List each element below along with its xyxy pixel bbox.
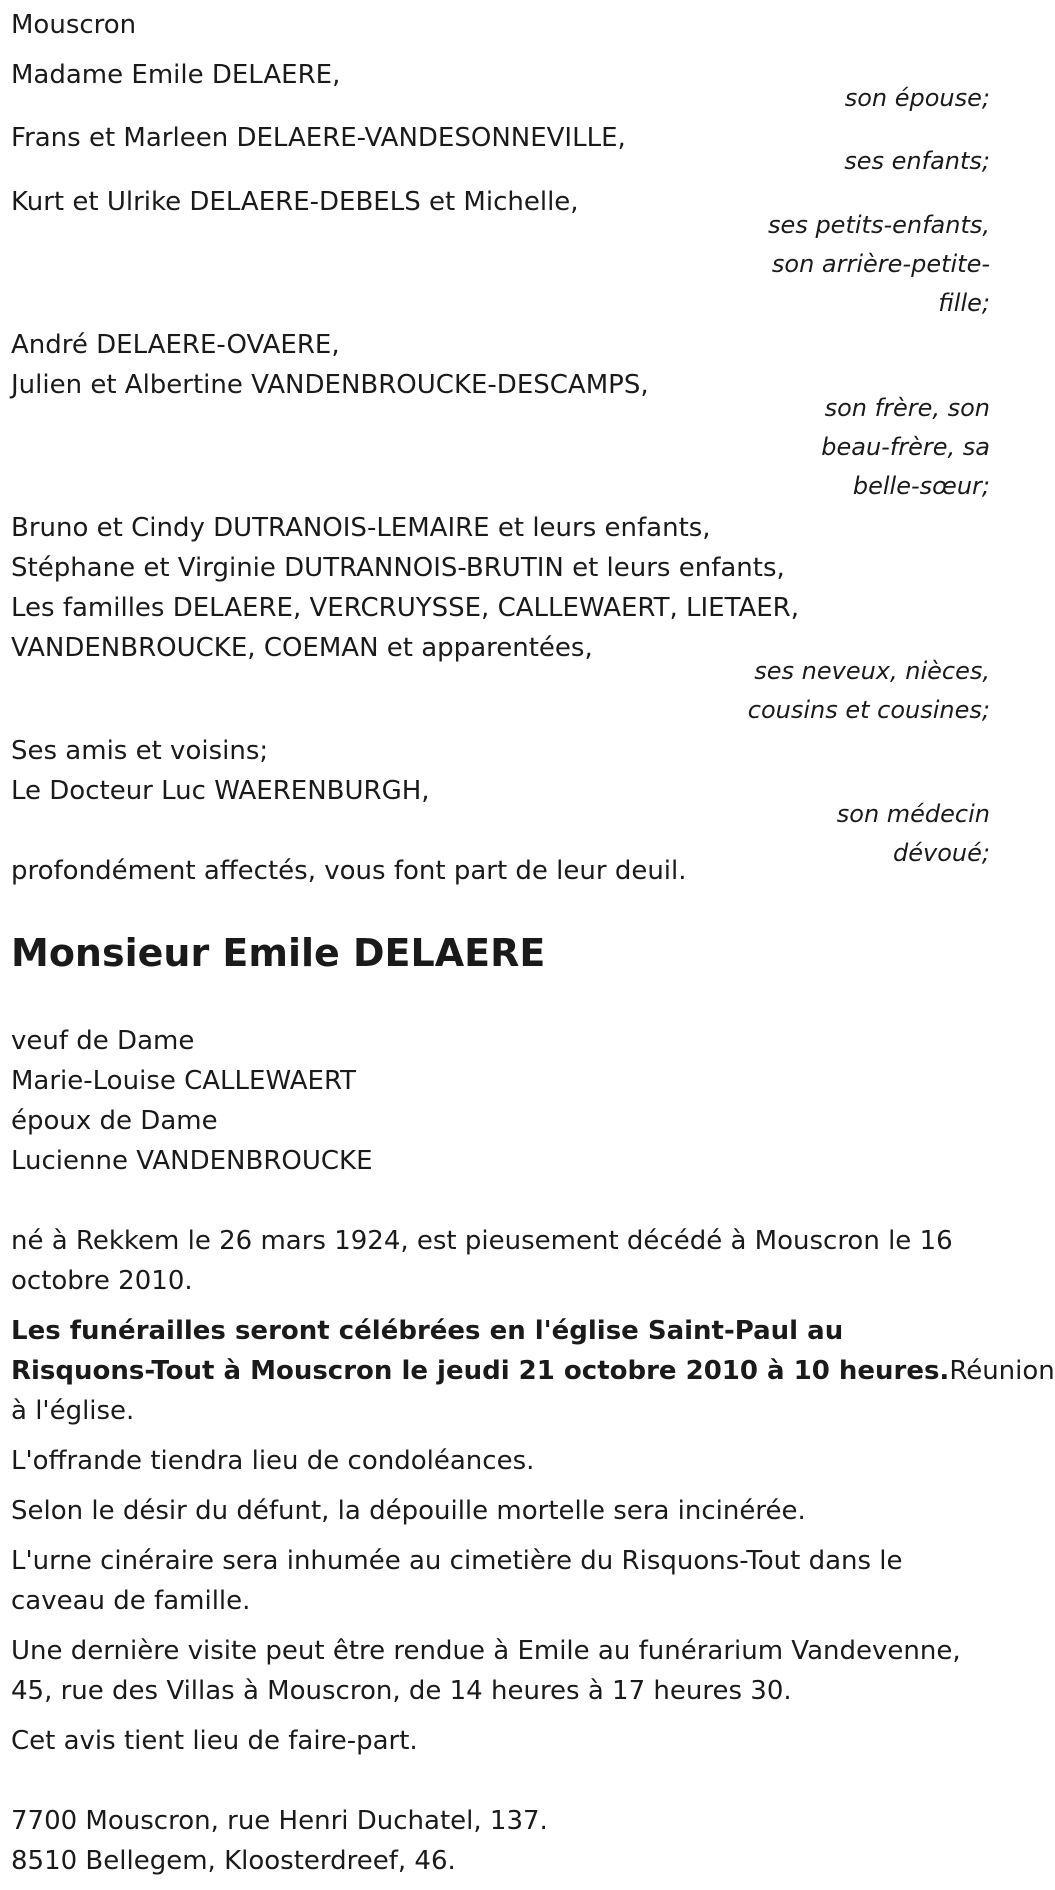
funeral-line-3: à l'église.: [11, 1396, 135, 1426]
family-names-nephews-2: Stéphane et Virginie DUTRANNOIS-BRUTIN et leurs enfants,: [11, 553, 785, 583]
offering-notice: L'offrande tiendra lieu de condoléances.: [11, 1446, 535, 1476]
status-line-3: époux de Dame: [11, 1106, 218, 1136]
relation-siblings-line1: son frère, son: [824, 394, 990, 422]
address-mouscron: 7700 Mouscron, rue Henri Duchatel, 137.: [11, 1806, 548, 1836]
family-names-friends: Ses amis et voisins;: [11, 736, 269, 766]
family-names-brother: André DELAERE-OVAERE,: [11, 330, 340, 360]
family-names-families-1: Les familles DELAERE, VERCRUYSSE, CALLEWAERT, LIETAER,: [11, 593, 799, 623]
address-bellegem: 8510 Bellegem, Kloosterdreef, 46.: [11, 1846, 456, 1876]
urn-notice-line-1: L'urne cinéraire sera inhumée au cimetière du Risquons-Tout dans le: [11, 1546, 903, 1576]
family-names-doctor: Le Docteur Luc WAERENBURGH,: [11, 776, 430, 806]
status-line-1: veuf de Dame: [11, 1026, 195, 1056]
place-name: Mouscron: [11, 10, 137, 40]
relation-grandchildren-line2: son arrière-petite-: [771, 250, 990, 278]
status-line-2: Marie-Louise CALLEWAERT: [11, 1066, 356, 1096]
family-names-inlaws: Julien et Albertine VANDENBROUCKE-DESCAMPS,: [11, 370, 649, 400]
family-names-families-2: VANDENBROUCKE, COEMAN et apparentées,: [11, 633, 593, 663]
family-names-nephews-1: Bruno et Cindy DUTRANOIS-LEMAIRE et leurs enfants,: [11, 513, 711, 543]
relation-grandchildren-line3: fille;: [938, 289, 990, 317]
status-line-4: Lucienne VANDENBROUCKE: [11, 1146, 373, 1176]
birth-line-1: né à Rekkem le 26 mars 1924, est pieusement décédé à Mouscron le 16: [11, 1226, 953, 1256]
funeral-date-time: Risquons-Tout à Mouscron le jeudi 21 octobre 2010 à 10 heures.: [11, 1356, 950, 1386]
relation-doctor-line1: son médecin: [836, 800, 990, 828]
funeral-line-2: [11, 1351, 1055, 1391]
urn-notice-line-2: caveau de famille.: [11, 1586, 251, 1616]
funeral-line-1: Les funérailles seront célébrées en l'église Saint-Paul au: [11, 1316, 844, 1346]
relation-doctor-line2: dévoué;: [893, 839, 990, 867]
relation-siblings-line3: belle-sœur;: [852, 472, 990, 500]
cremation-notice: Selon le désir du défunt, la dépouille mortelle sera incinérée.: [11, 1496, 806, 1526]
relation-siblings-line2: beau-frère, sa: [821, 433, 990, 461]
relation-nephews-line2: cousins et cousines;: [747, 696, 990, 724]
relation-nephews-line1: ses neveux, nièces,: [754, 657, 990, 685]
visit-notice-line-2: 45, rue des Villas à Mouscron, de 14 heures à 17 heures 30.: [11, 1676, 792, 1706]
closing-family-line: profondément affectés, vous font part de leur deuil.: [11, 856, 687, 886]
funeral-reunion: Réunion: [949, 1356, 1055, 1386]
family-names-grandchildren: Kurt et Ulrike DELAERE-DEBELS et Michelle,: [11, 187, 579, 217]
relation-children: ses enfants;: [844, 147, 990, 175]
relation-grandchildren-line1: ses petits-enfants,: [768, 211, 990, 239]
deceased-name: Monsieur Emile DELAERE: [11, 931, 546, 975]
faire-part-notice: Cet avis tient lieu de faire-part.: [11, 1726, 418, 1756]
relation-spouse: son épouse;: [844, 84, 990, 112]
family-names-children: Frans et Marleen DELAERE-VANDESONNEVILLE,: [11, 123, 626, 153]
visit-notice-line-1: Une dernière visite peut être rendue à Emile au funérarium Vandevenne,: [11, 1636, 961, 1666]
family-names-spouse: Madame Emile DELAERE,: [11, 60, 341, 90]
birth-line-2: octobre 2010.: [11, 1266, 193, 1296]
